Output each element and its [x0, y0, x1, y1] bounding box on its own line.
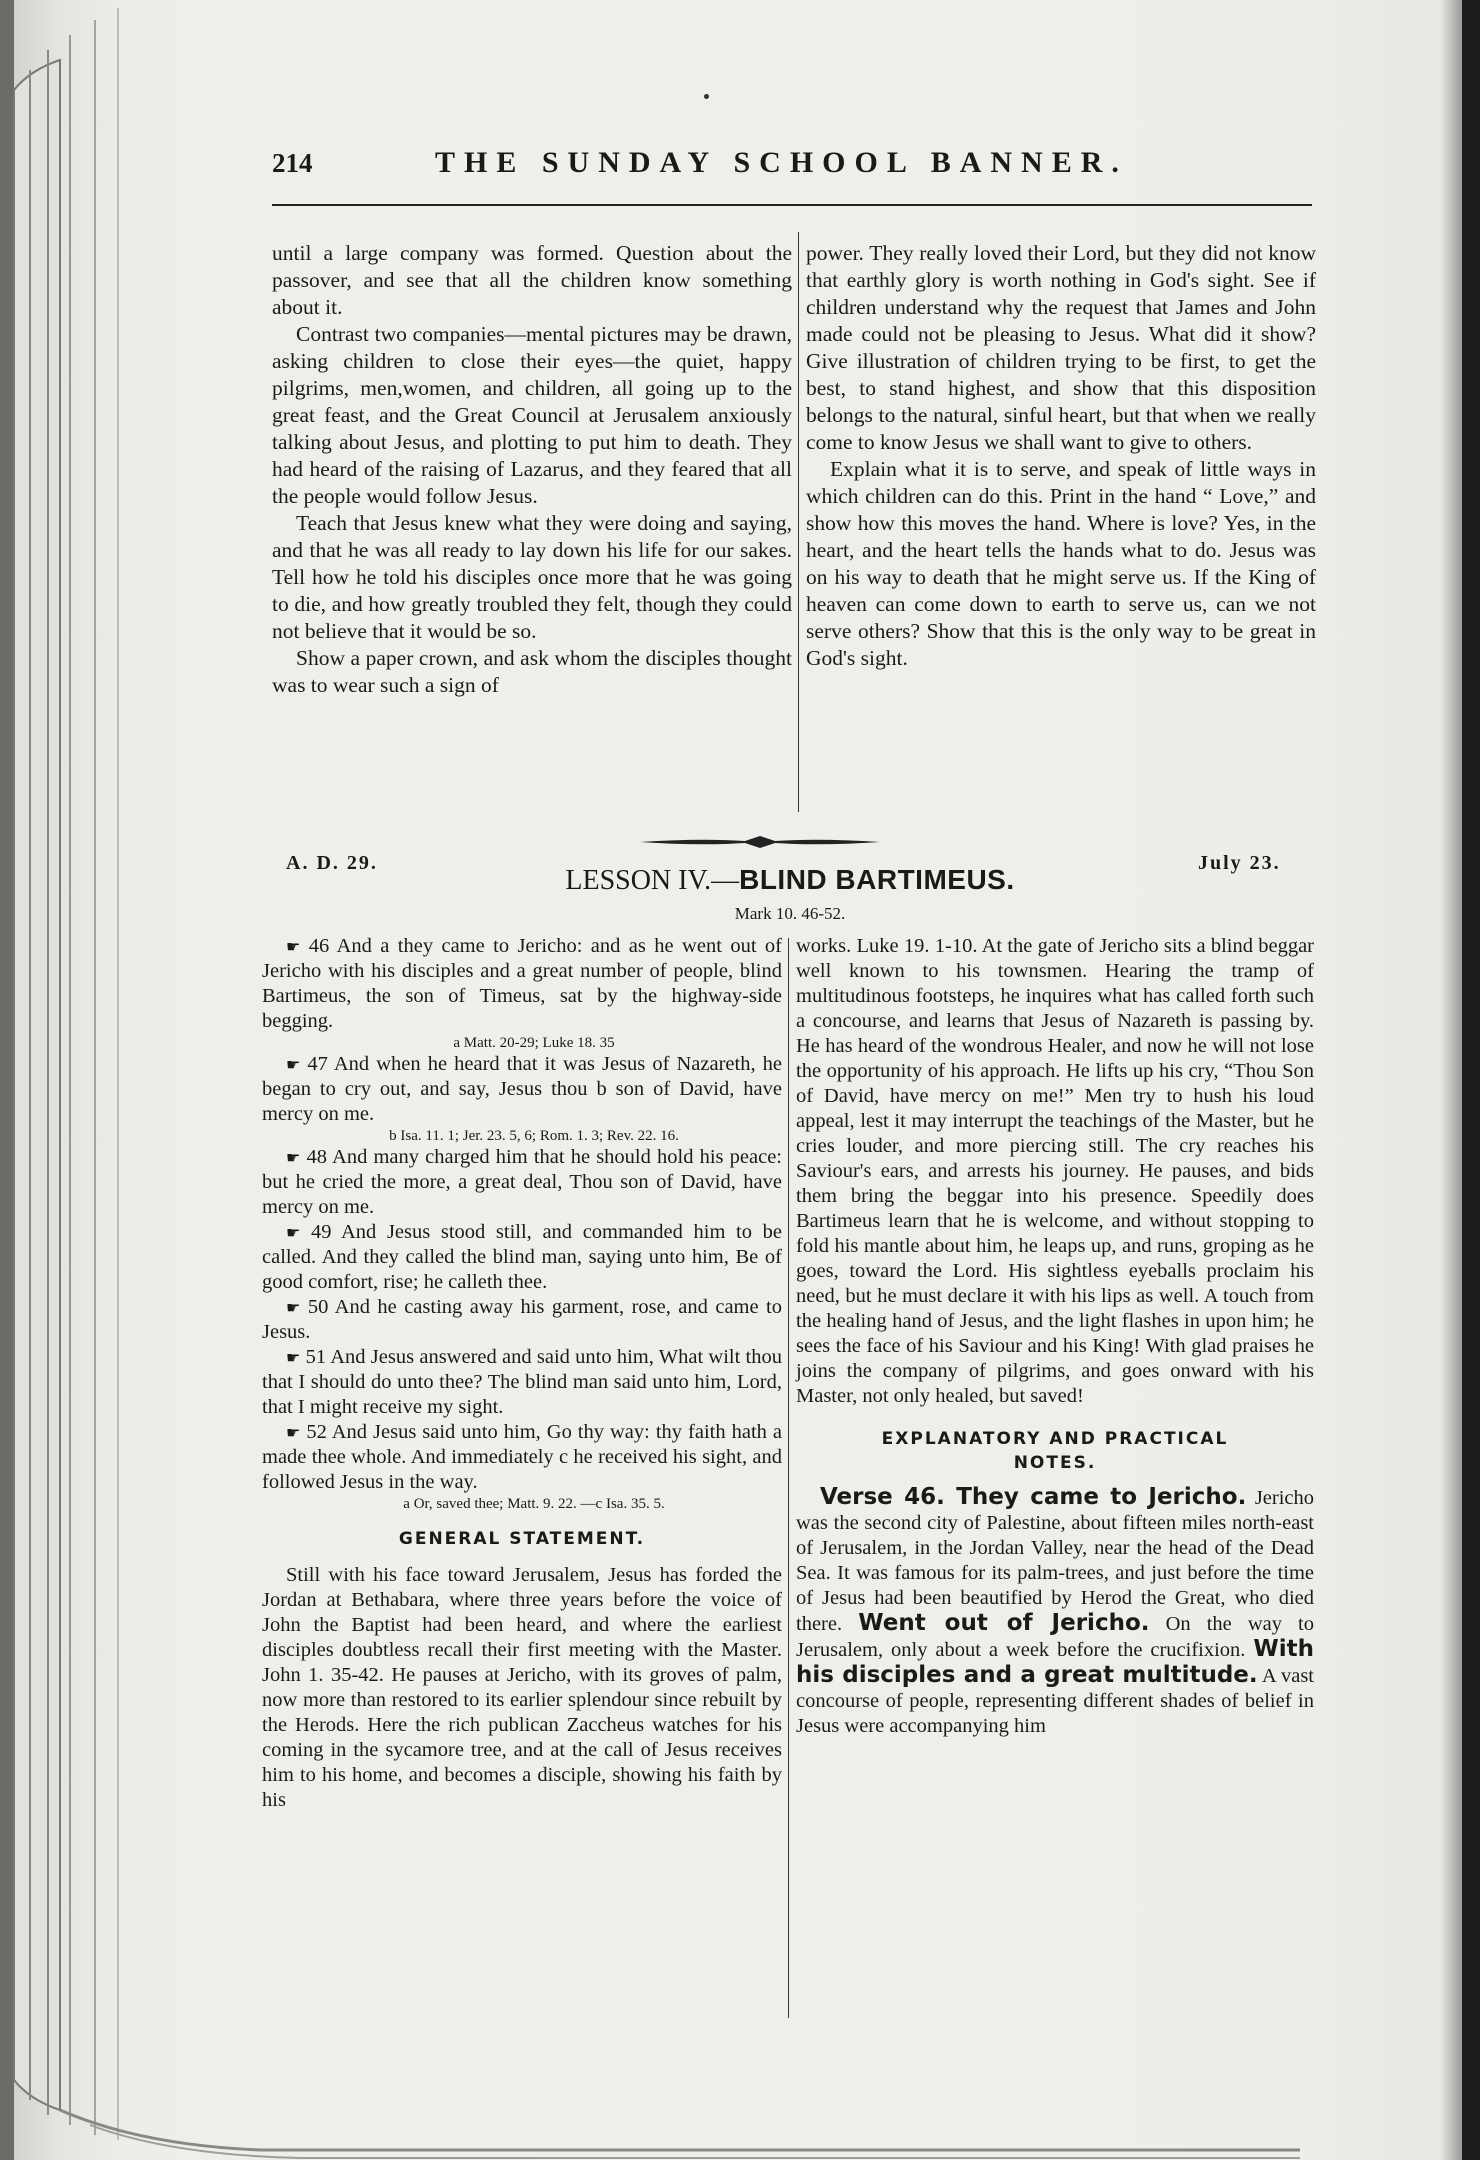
paragraph: Show a paper crown, and ask whom the disciples thought was to wear such a sign of: [272, 646, 792, 697]
pointing-hand-icon: ☛: [286, 1223, 301, 1242]
verse-46: ☛ 46 And a they came to Jericho: and as he went out of Jericho with his disciples and a great number of people, blind Bartimeus, the son of Timeus, sat by the highway-side begging.: [262, 935, 783, 1032]
pointing-hand-icon: ☛: [286, 1423, 301, 1442]
cross-reference: b Isa. 11. 1; Jer. 23. 5, 6; Rom. 1. 3; Rev. 22. 16.: [389, 1128, 679, 1144]
column-rule: [788, 938, 789, 2018]
pointing-hand-icon: ☛: [286, 1148, 301, 1167]
page-content: [250, 0, 1330, 2160]
pointing-hand-icon: ☛: [286, 1055, 301, 1074]
commentary-column: [796, 934, 1314, 1739]
verse-47: ☛ 47 And when he heard that it was Jesus of Nazareth, he began to cry out, and say, Jesus thou b son of David, have mercy on me.: [262, 1053, 782, 1125]
scripture-reference: Mark 10. 46-52.: [734, 904, 846, 923]
lesson-title: [270, 864, 1310, 897]
cross-reference: a Or, saved thee; Matt. 9. 22. —c Isa. 35. 5.: [403, 1496, 665, 1512]
verse-51: ☛ 51 And Jesus answered and said unto him, What wilt thou that I should do unto thee? The blind man said unto him, Lord, that I might receive my sight.: [262, 1346, 782, 1418]
note-label: Went out of Jericho.: [858, 1610, 1150, 1636]
top-right-column: [806, 240, 1316, 672]
paragraph: until a large company was formed. Question about the passover, and see that all the children know something about it.: [272, 241, 792, 319]
lesson-date: July 23.: [1198, 852, 1281, 874]
ornament-divider: [640, 835, 880, 849]
pointing-hand-icon: ☛: [286, 1348, 301, 1367]
page-number: 214: [272, 148, 313, 178]
running-title: THE SUNDAY SCHOOL BANNER.: [435, 146, 1128, 179]
general-statement-heading: GENERAL STATEMENT.: [398, 1529, 646, 1549]
verse-50: ☛ 50 And he casting away his garment, rose, and came to Jesus.: [262, 1296, 783, 1343]
scripture-column: [262, 934, 782, 1813]
verse-52: ☛ 52 And Jesus said unto him, Go thy way: thy faith hath a made thee whole. And immediately c he received his sight, and followed Jesus in the way.: [262, 1421, 782, 1493]
paragraph: power. They really loved their Lord, but they did not know that earthly glory is worth nothing in God's sight. See if children understand why the request that James and John made could not be pleasing to Jesus. What did it show? Give illustration of children trying to be first, to get the best, to stand highest, and show that this disposition belongs to the natural, sinful heart, but that when we really come to know Jesus we shall want to give to others.: [806, 241, 1316, 454]
lesson-number: LESSON IV.—: [565, 865, 740, 896]
notes: [796, 1485, 1314, 1739]
lesson-name: BLIND BARTIMEUS.: [739, 864, 1015, 895]
note-label: With his disciples and a great multitude.: [796, 1636, 1314, 1688]
column-rule: [798, 232, 799, 812]
note-verse-46: Verse 46. They came to Jericho. Jericho was the second city of Palestine, about fifteen miles north-east of Jerusalem, in the Jordan Valley, near the head of the Dead Sea. It was famous for its palm-trees, and just before the time of Jesus had been beautified by Herod the Great, who died there. Went out of Jericho. On the way to Jerusalem, only about a week before the crucifixion. With his disciples and a great multitude. A vast concourse of people, representing different shades of belief in Jesus were accompanying him: [796, 1484, 1315, 1737]
cross-reference: a Matt. 20-29; Luke 18. 35: [453, 1035, 615, 1051]
general-statement-text: Still with his face toward Jerusalem, Jesus has forded the Jordan at Bethabara, where three years before the voice of John the Baptist had been heard, and where the earliest disciples doubtless recall their first meeting with the Master. John 1. 35-42. He pauses at Jericho, with its groves of palm, now more than restored to its earlier splendour since rebuilt by the Herods. Here the rich publican Zaccheus watches for his coming in the sycamore tree, and at the call of Jesus receives him to his home, and becomes a disciple, showing his faith by his: [262, 1564, 782, 1811]
verse-49: ☛ 49 And Jesus stood still, and commanded him to be called. And they called the blind man, saying unto him, Be of good comfort, rise; he calleth thee.: [262, 1221, 782, 1293]
paragraph: Explain what it is to serve, and speak of little ways in which children can do this. Print in the hand “ Love,” and show how this moves the hand. Where is love? Yes, in the heart, and the heart tells the hands what to do. Jesus was on his way to death that he might serve us. If the King of heaven can come down to earth to serve us, can we not serve others? Show that this is the only way to be great in God's sight.: [806, 457, 1316, 670]
pointing-hand-icon: ☛: [286, 937, 301, 956]
header-rule: [272, 204, 1312, 206]
verse-48: ☛ 48 And many charged him that he should hold his peace: but he cried the more, a great deal, Thou son of David, have mercy on me.: [262, 1146, 783, 1218]
commentary-text: works. Luke 19. 1-10. At the gate of Jericho sits a blind beggar well known to his townsmen. Hearing the tramp of multitudinous footsteps, he inquires what has called forth such a concourse, and learns that Jesus of Nazareth is passing by. He has heard of the wondrous Healer, and now he will not lose the opportunity of his approach. He lifts up his cry, “Thou Son of David, have mercy on me!” Men try to hush his loud appeal, lest it may interrupt the teachings of the Master, but he cries louder, and more piercing still. The cry reaches his Saviour's ears, and arrests his journey. He pauses, and bids them bring the beggar into his presence. Speedily does Bartimeus learn that he is welcome, and without stopping to fold his mantle about him, he leaps up, and runs, groping as he goes, toward the Lord. His sightless eyeballs proclaim his need, but he must declare it with his lips as well. A touch from the healing hand of Jesus, and the light flashes in upon him; he sees the face of his Saviour and his King! With glad praises he joins the company of pilgrims, and goes onward with his Master, not only healed, but saved!: [796, 935, 1314, 1407]
paragraph: Teach that Jesus knew what they were doing and saying, and that he was all ready to lay down his life for our sakes. Tell how he told his disciples once more that he was going to die, and how greatly troubled they felt, though they could not believe that it would be so.: [272, 511, 792, 643]
lesson-year: A. D. 29.: [286, 852, 378, 874]
top-left-column: [272, 240, 792, 699]
notes-heading: EXPLANATORY AND PRACTICAL NOTES.: [881, 1429, 1229, 1473]
note-label: Verse 46. They came to Jericho.: [820, 1484, 1247, 1510]
pointing-hand-icon: ☛: [286, 1298, 301, 1317]
paragraph: Contrast two companies—mental pictures may be drawn, asking children to close their eyes—the quiet, happy pilgrims, men,women, and children, all going up to the great feast, and the Great Council at Jerusalem anxiously talking about Jesus, and plotting to put him to death. They had heard of the raising of Lazarus, and they feared that all the people would follow Jesus.: [272, 322, 792, 508]
